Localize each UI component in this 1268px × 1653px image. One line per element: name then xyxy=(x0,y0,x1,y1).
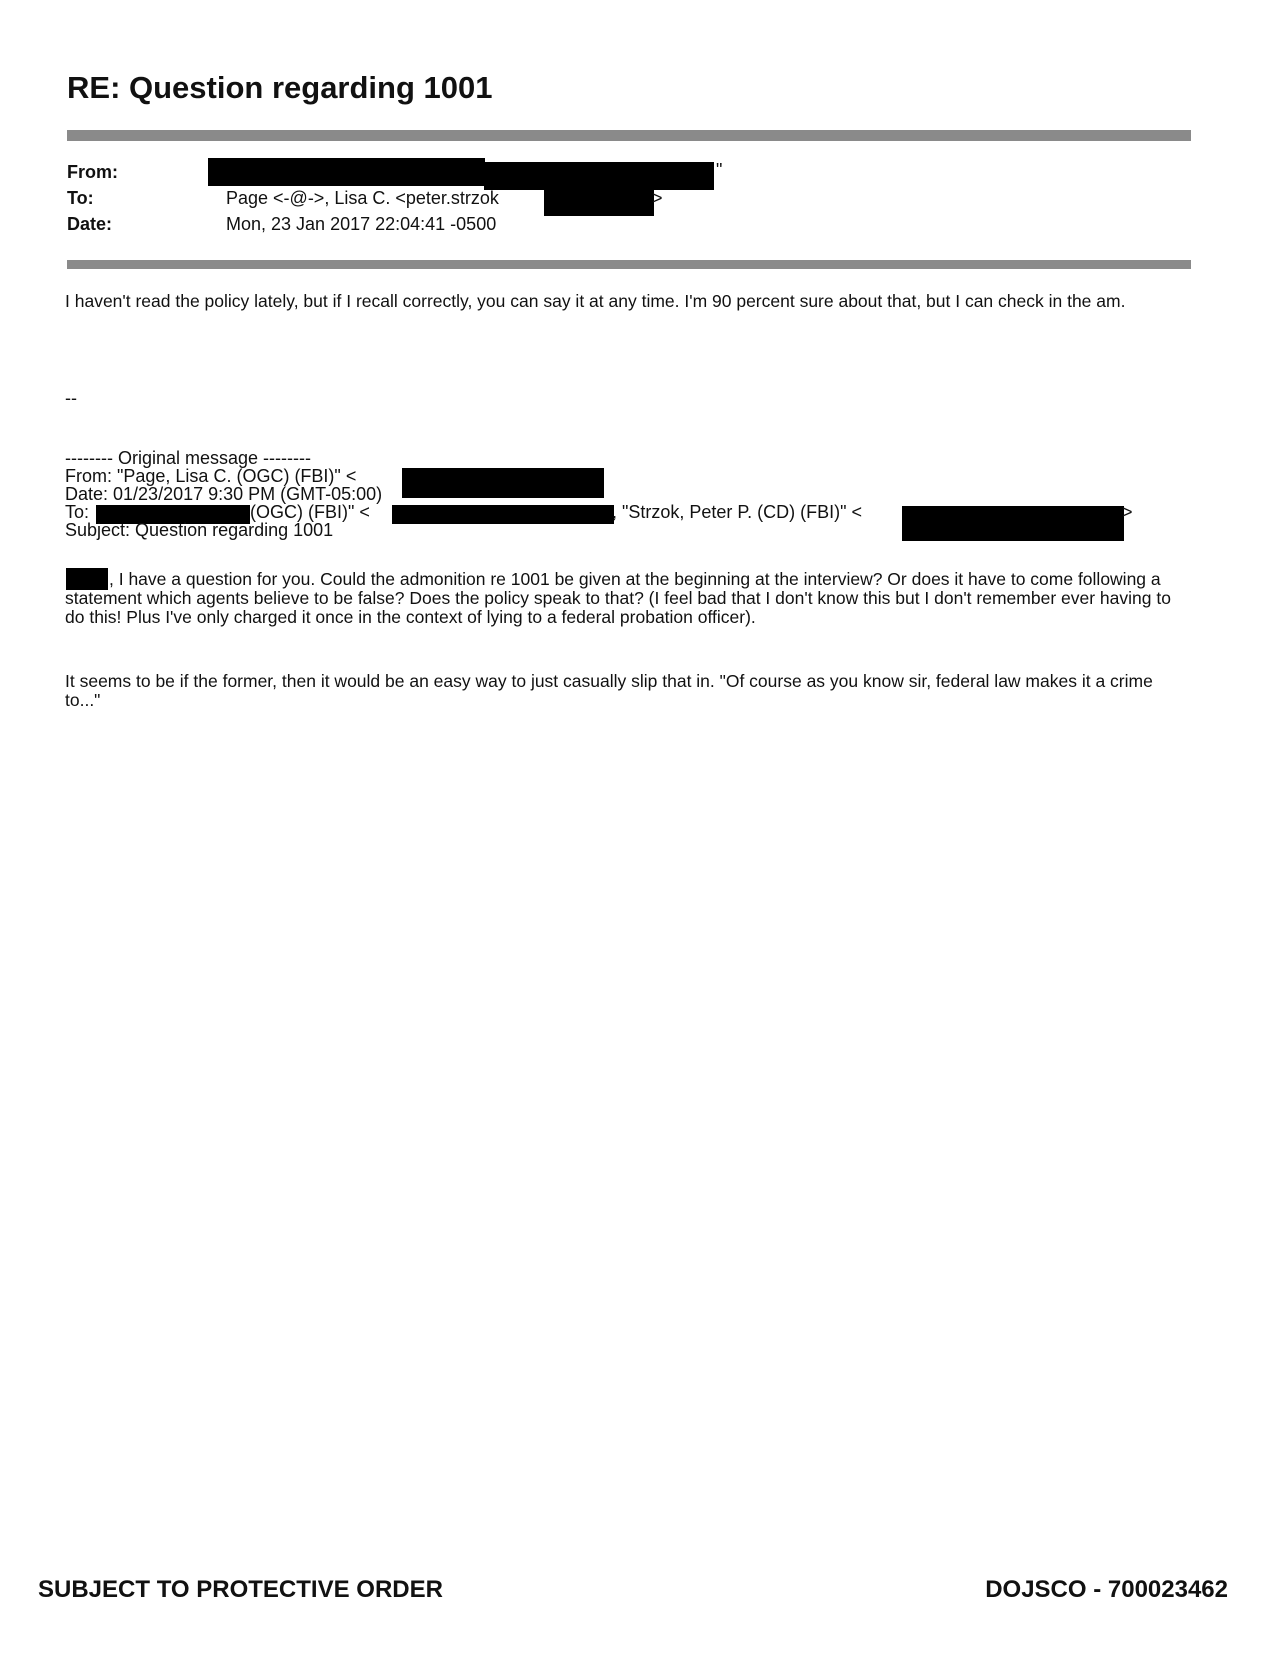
redaction-block xyxy=(402,468,604,498)
date-value: Mon, 23 Jan 2017 22:04:41 -0500 xyxy=(226,214,497,234)
date-label: Date: xyxy=(67,214,113,234)
signature-separator: -- xyxy=(65,388,77,408)
redaction-block xyxy=(208,158,485,186)
email-subject-title: RE: Question regarding 1001 xyxy=(67,70,493,105)
reply-body: I haven't read the policy lately, but if I recall correctly, you can say it at any time. I'm 90 percent sure about that, but I can check in the am. xyxy=(65,291,1126,311)
original-to-second: , "Strzok, Peter P. (CD) (FBI)" < xyxy=(612,502,862,522)
original-message-separator: -------- Original message -------- xyxy=(65,448,311,468)
redaction-block xyxy=(484,162,714,190)
header-divider-top xyxy=(67,130,1191,141)
protective-order-label: SUBJECT TO PROTECTIVE ORDER xyxy=(38,1576,443,1603)
original-date-line: Date: 01/23/2017 9:30 PM (GMT-05:00) xyxy=(65,484,383,504)
to-value-suffix: > xyxy=(652,188,663,208)
redaction-block xyxy=(902,506,1124,541)
from-value-suffix: " xyxy=(716,160,723,180)
original-to-end: > xyxy=(1122,502,1133,522)
original-subject-line: Subject: Question regarding 1001 xyxy=(65,520,334,540)
from-label: From: xyxy=(67,162,118,182)
original-to-prefix: To: xyxy=(65,502,90,522)
redaction-block xyxy=(544,190,654,216)
original-from-line: From: "Page, Lisa C. (OGC) (FBI)" < xyxy=(65,466,357,486)
original-paragraph-1: , I have a question for you. Could the admonition re 1001 be given at the beginning at the interview? Or does it have to come following a statement which agents believe to be false? Does the policy speak to that? (I feel bad that I don't know this but I don't remember ever having to do this! Plus I've only charged it once in the context of lying to a federal probation officer). xyxy=(65,569,1171,627)
original-paragraph-2: It seems to be if the former, then it would be an easy way to just casually slip that in. "Of course as you know sir, federal law makes it a crime to..." xyxy=(65,671,1153,710)
original-to-mid: (OGC) (FBI)" < xyxy=(250,502,370,522)
bates-number: DOJSCO - 700023462 xyxy=(985,1576,1228,1603)
redaction-block xyxy=(392,505,614,524)
to-value: Page <-@->, Lisa C. <peter.strzok xyxy=(226,188,499,208)
to-label: To: xyxy=(67,188,94,208)
header-divider-bottom xyxy=(67,260,1191,269)
